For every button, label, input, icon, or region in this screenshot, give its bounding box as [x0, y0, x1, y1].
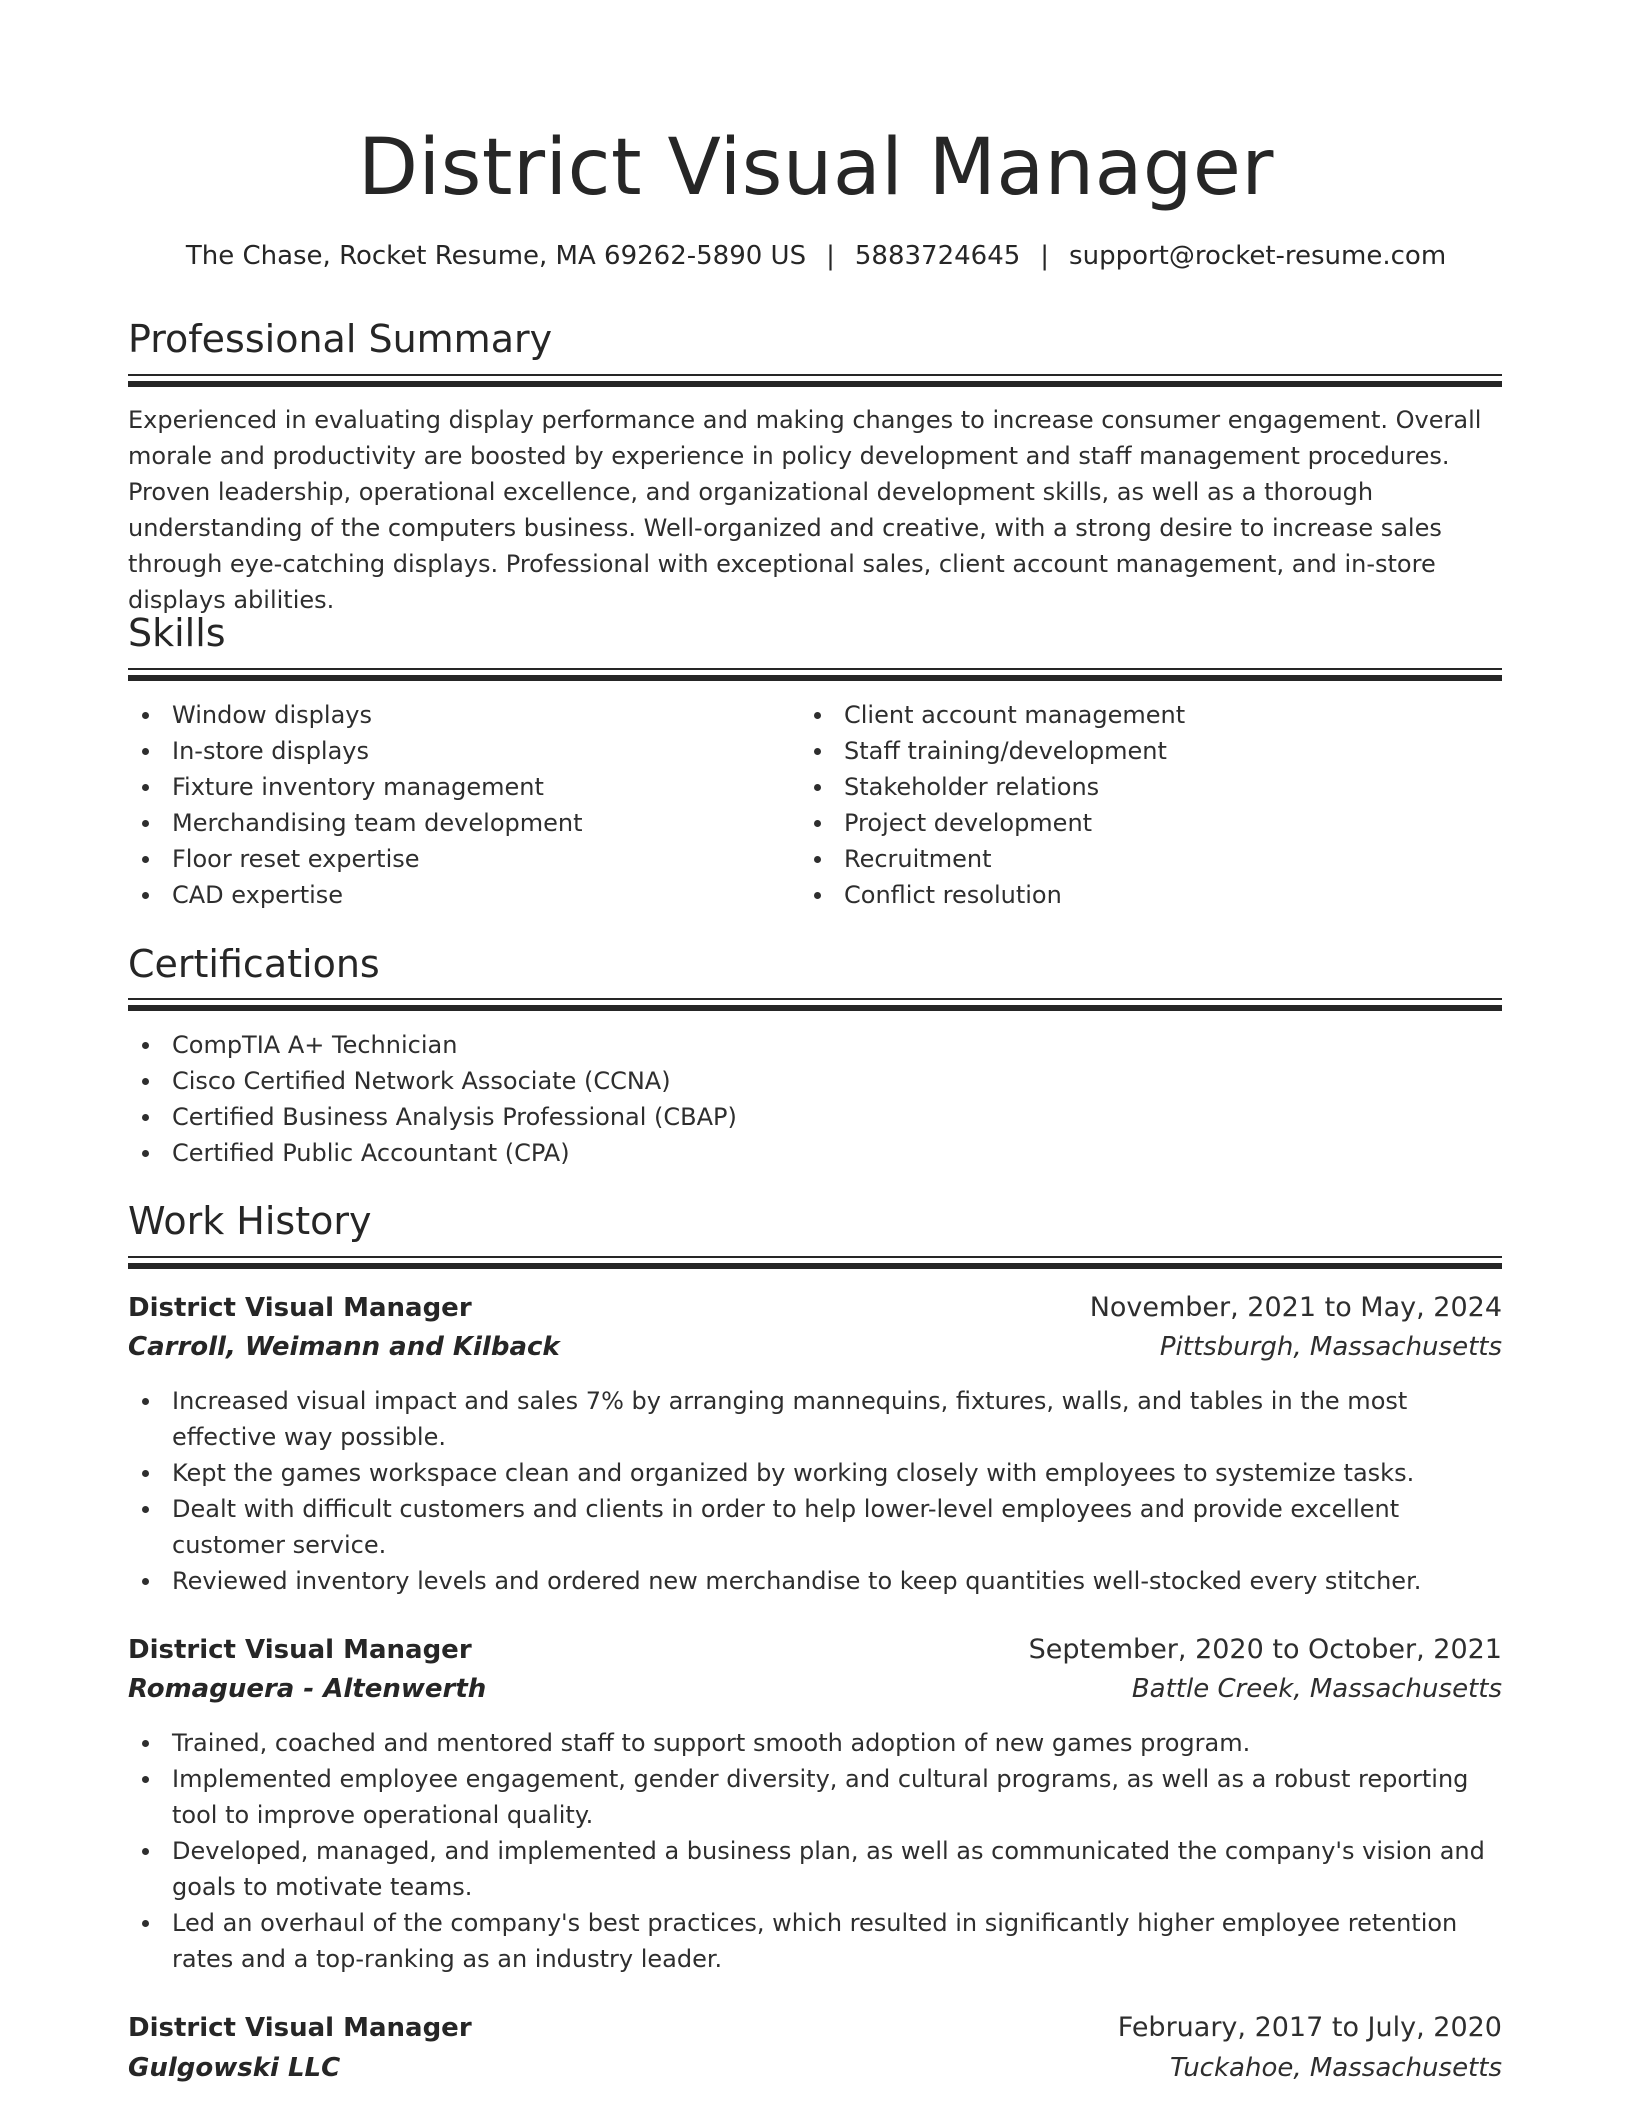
job-title: District Visual Manager	[128, 1635, 472, 1665]
summary-text: Experienced in evaluating display performance and making changes to increase consumer engagement. Overall morale and productivity are boosted by experience in policy development and staff management procedures. Proven leadership, operational excellence, and organizational development skills, as well as a thorough understanding of the computers business. Well-organized and creative, with a strong desire to increase sales through eye-catching displays. Professional with exceptional sales, client account management, and in-store displays abilities.	[128, 406, 1482, 614]
job-dates: February, 2017 to July, 2020	[1117, 2012, 1502, 2043]
skills-list-left	[128, 697, 768, 913]
job-bullets	[128, 1725, 1502, 1977]
section-divider	[128, 374, 1502, 387]
job-bullet: Developed, managed, and implemented a business plan, as well as communicated the company's vision and goals to motivate teams.	[128, 1833, 1502, 1905]
job-bullet: Reviewed inventory levels and ordered new merchandise to keep quantities well-stocked every stitcher.	[128, 1563, 1502, 1599]
skill-item: Floor reset expertise	[128, 841, 768, 877]
certification-item: CompTIA A+ Technician	[128, 1027, 1502, 1063]
job-bullet: Implemented employee engagement, gender diversity, and cultural programs, as well as a robust reporting tool to improve operational quality.	[128, 1761, 1502, 1833]
section-heading-skills: Skills	[128, 611, 226, 655]
job-bullet: Dealt with difficult customers and clients in order to help lower-level employees and provide excellent customer service.	[128, 1491, 1502, 1563]
skill-item: Stakeholder relations	[800, 769, 1500, 805]
skill-item: In-store displays	[128, 733, 768, 769]
job-title: District Visual Manager	[128, 1293, 472, 1323]
section-divider	[128, 998, 1502, 1011]
contact-phone: 5883724645	[854, 241, 1021, 271]
job-location: Battle Creek, Massachusetts	[1131, 1674, 1502, 1704]
skill-item: Window displays	[128, 697, 768, 733]
contact-address: The Chase, Rocket Resume, MA 69262-5890 US	[185, 241, 807, 271]
job-title: District Visual Manager	[128, 2013, 472, 2043]
skills-list-right	[800, 697, 1500, 913]
certification-item: Cisco Certified Network Associate (CCNA)	[128, 1063, 1502, 1099]
job-company: Carroll, Weimann and Kilback	[128, 1332, 560, 1362]
job-bullet: Increased visual impact and sales 7% by arranging mannequins, fixtures, walls, and tables in the most effective way possible.	[128, 1383, 1502, 1455]
skill-item: Merchandising team development	[128, 805, 768, 841]
section-heading-summary: Professional Summary	[128, 317, 553, 361]
skill-item: Recruitment	[800, 841, 1500, 877]
section-heading-certifications: Certifications	[128, 942, 380, 986]
contact-line	[0, 238, 1632, 274]
contact-separator: |	[826, 241, 835, 271]
skill-item: Fixture inventory management	[128, 769, 768, 805]
skill-item: Staff training/development	[800, 733, 1500, 769]
skill-item: Project development	[800, 805, 1500, 841]
job-bullets	[128, 1383, 1502, 1599]
job-company: Gulgowski LLC	[128, 2053, 341, 2083]
skill-item: CAD expertise	[128, 877, 768, 913]
job-bullet: Kept the games workspace clean and organized by working closely with employees to systemize tasks.	[128, 1455, 1502, 1491]
certification-item: Certified Public Accountant (CPA)	[128, 1135, 1502, 1171]
contact-separator: |	[1040, 241, 1050, 271]
skill-item: Client account management	[800, 697, 1500, 733]
certifications-list	[128, 1027, 1502, 1171]
certification-item: Certified Business Analysis Professional (CBAP)	[128, 1099, 1502, 1135]
job-dates: September, 2020 to October, 2021	[1028, 1634, 1502, 1665]
resume-title: District Visual Manager	[357, 123, 1274, 213]
section-divider	[128, 1256, 1502, 1269]
job-location: Tuckahoe, Massachusetts	[1169, 2053, 1502, 2083]
job-bullet: Led an overhaul of the company's best practices, which resulted in significantly higher employee retention rates and a top-ranking as an industry leader.	[128, 1905, 1502, 1977]
section-heading-work-history: Work History	[128, 1199, 372, 1243]
skill-item: Conflict resolution	[800, 877, 1500, 913]
job-bullet: Trained, coached and mentored staff to support smooth adoption of new games program.	[128, 1725, 1502, 1761]
section-divider	[128, 668, 1502, 681]
contact-email: support@rocket-resume.com	[1069, 241, 1447, 271]
job-location: Pittsburgh, Massachusetts	[1159, 1332, 1502, 1362]
job-company: Romaguera - Altenwerth	[128, 1674, 487, 1704]
job-dates: November, 2021 to May, 2024	[1089, 1292, 1502, 1323]
